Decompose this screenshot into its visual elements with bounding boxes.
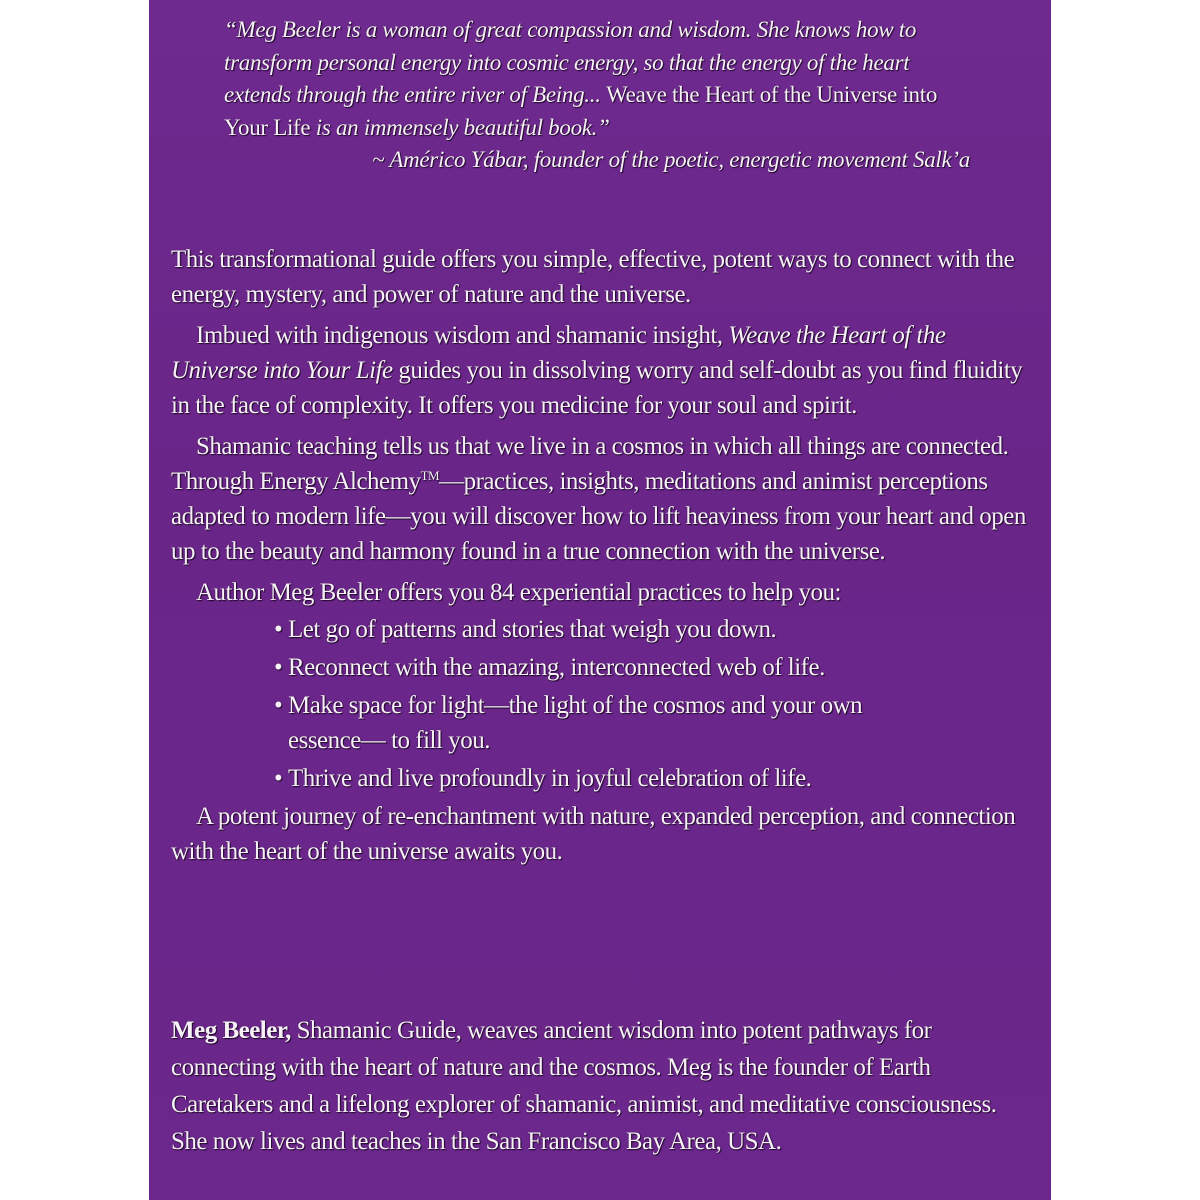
- book-description: [171, 242, 1033, 875]
- book-back-cover: [149, 0, 1051, 1200]
- practice-list: [171, 612, 1033, 796]
- quote-end: is an immensely beautiful book.”: [310, 114, 610, 140]
- list-item: • Make space for light—the light of the cosmos and your own essence— to fill you.: [274, 688, 1033, 758]
- list-item: • Let go of patterns and stories that weigh you down.: [274, 612, 1033, 647]
- description-paragraph-4: Author Meg Beeler offers you 84 experiential practices to help you:: [196, 579, 841, 606]
- quote-attribution: ~ Américo Yábar, founder of the poetic, energetic movement Salk’a: [372, 147, 970, 172]
- trademark-mark: TM: [420, 468, 440, 483]
- quote-text: [224, 14, 974, 144]
- p3-start: Shamanic teaching tells us that we live in a cosmos in which all things are connected. Through Energy Alchemy: [171, 433, 1009, 495]
- list-item: • Thrive and live profoundly in joyful celebration of life.: [274, 761, 1033, 796]
- p3-end: —practices, insights, meditations and animist perceptions adapted to modern life—you will discover how to lift heaviness from your heart and open up to the beauty and harmony found in a true connection with the universe.: [171, 468, 1026, 565]
- description-paragraph-5: A potent journey of re-enchantment with nature, expanded perception, and connection with the heart of the universe awaits you.: [171, 803, 1016, 865]
- book-title-italic: Weave the Heart of the Universe into Your Life: [171, 322, 946, 384]
- quote-book-title: Weave the Heart of the Universe into Your Life: [224, 82, 938, 140]
- p2-end: guides you in dissolving worry and self-doubt as you find fluidity in the face of complexity. It offers you medicine for your soul and spirit.: [171, 357, 1023, 419]
- description-paragraph-2: [171, 318, 1033, 423]
- list-item: • Reconnect with the amazing, interconnected web of life.: [274, 650, 1033, 685]
- author-bio-text: Shamanic Guide, weaves ancient wisdom into potent pathways for connecting with the heart of nature and the cosmos. Meg is the founder of Earth Caretakers and a lifelong explorer of shamanic, animist, and meditative consciousness. She now lives and teaches in the San Francisco Bay Area, USA.: [171, 1017, 997, 1155]
- endorsement-quote: [224, 14, 974, 177]
- author-bio: [171, 1012, 1033, 1160]
- description-paragraph-3: [171, 429, 1033, 569]
- p2-start: Imbued with indigenous wisdom and shamanic insight,: [196, 322, 729, 349]
- description-paragraph-1: This transformational guide offers you simple, effective, potent ways to connect with the energy, mystery, and power of nature and the universe.: [171, 246, 1015, 308]
- author-name: Meg Beeler,: [171, 1017, 291, 1044]
- quote-body: “Meg Beeler is a woman of great compassion and wisdom. She knows how to transform personal energy into cosmic energy, so that the energy of the heart extends through the entire river of Being...: [224, 17, 917, 107]
